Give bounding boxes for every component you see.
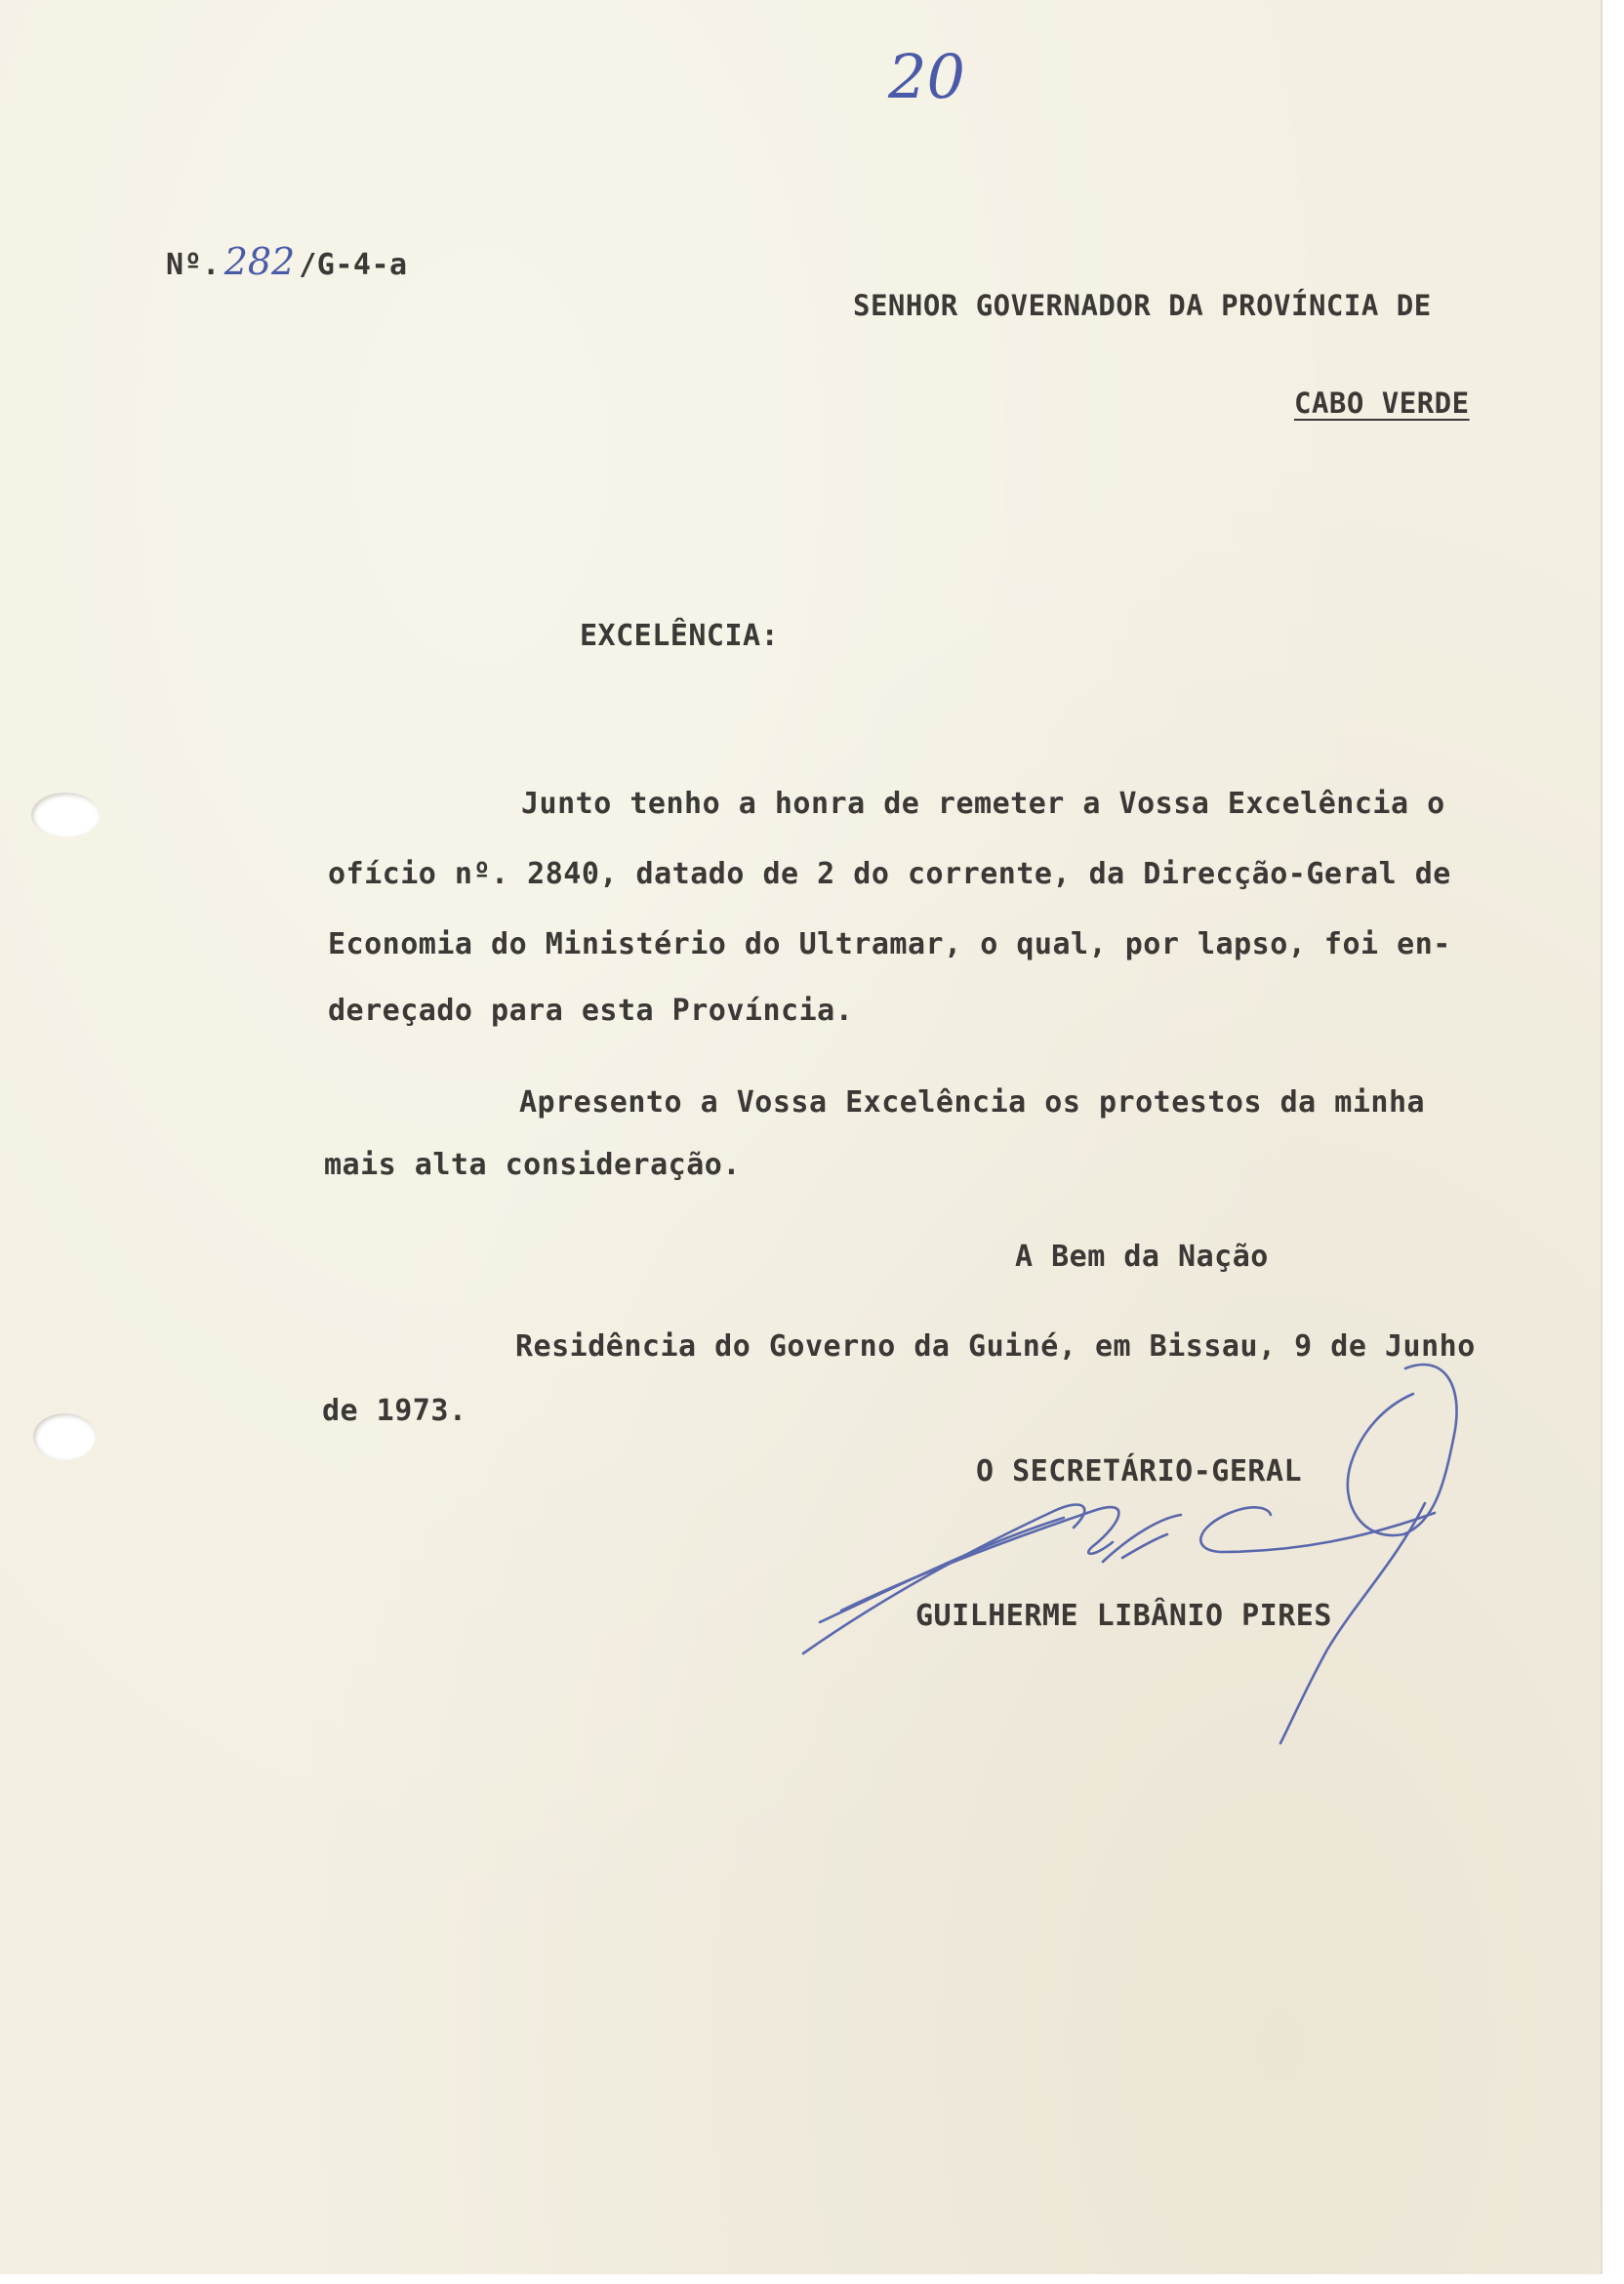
reference-prefix: Nº. xyxy=(166,248,221,282)
body-line-3: Economia do Ministério do Ultramar, o qual, por lapso, foi en- xyxy=(328,927,1451,961)
body-line-2: ofício nº. 2840, datado de 2 do corrente, da Direcção-Geral de xyxy=(328,857,1451,891)
body-line-6: mais alta consideração. xyxy=(324,1148,741,1182)
body-line-4: dereçado para esta Província. xyxy=(328,994,854,1028)
page-number: 20 xyxy=(888,41,965,112)
reference-suffix: /G-4-a xyxy=(299,248,408,282)
reference-handwritten-number: 282 xyxy=(223,240,296,283)
signatory-name: GUILHERME LIBÂNIO PIRES xyxy=(915,1599,1332,1633)
body-line-5: Apresento a Vossa Excelência os protestos da minha xyxy=(519,1085,1426,1120)
place-date-line-2: de 1973. xyxy=(322,1394,467,1428)
addressee-line-1: SENHOR GOVERNADOR DA PROVÍNCIA DE xyxy=(853,289,1432,322)
addressee-line-2: CABO VERDE xyxy=(1294,387,1470,420)
body-line-1: Junto tenho a honra de remeter a Vossa Excelência o xyxy=(521,787,1445,821)
salutation: EXCELÊNCIA: xyxy=(580,619,780,653)
signatory-title: O SECRETÁRIO-GERAL xyxy=(976,1454,1303,1489)
closing-phrase: A Bem da Nação xyxy=(1015,1240,1269,1274)
place-date-line-1: Residência do Governo da Guiné, em Bissau, 9 de Junho xyxy=(515,1329,1476,1364)
